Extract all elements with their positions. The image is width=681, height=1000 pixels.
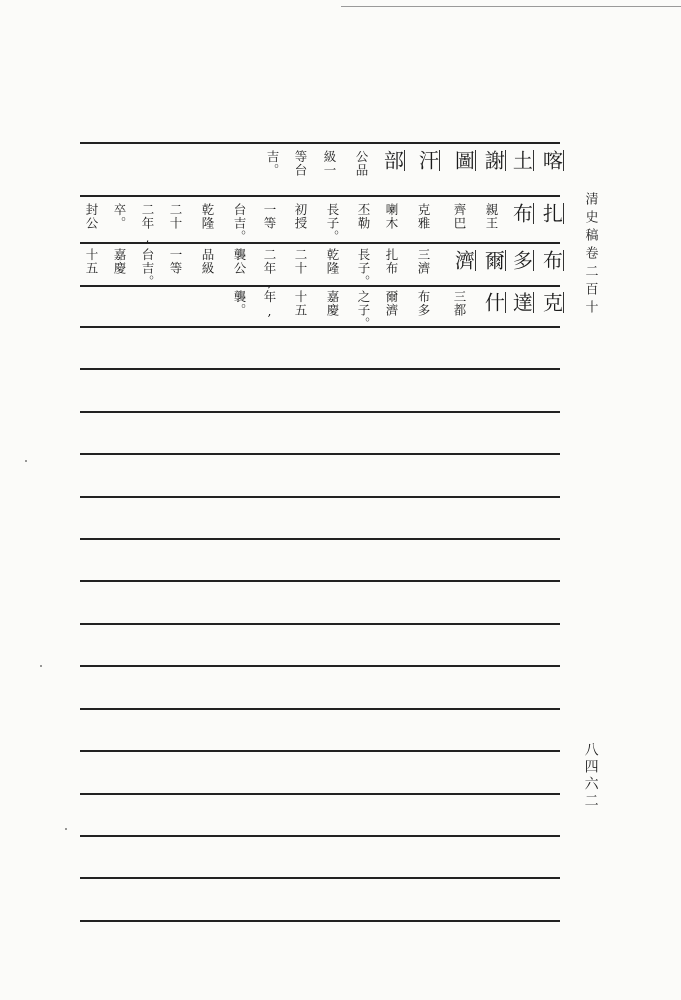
table-rule bbox=[80, 708, 560, 710]
cell-text: 一等 bbox=[168, 248, 183, 275]
table-rule bbox=[80, 920, 560, 922]
cell-text: 封公 bbox=[84, 203, 99, 230]
heading-char: 圖 bbox=[451, 150, 476, 171]
name-char: 爾 bbox=[481, 250, 506, 271]
cell-text: 三濟 bbox=[416, 248, 431, 275]
table-rule bbox=[80, 538, 560, 540]
heading-char: 謝 bbox=[481, 150, 506, 171]
cell-text: 丕勒 bbox=[356, 203, 371, 230]
running-title: 清史稿卷二百十 bbox=[582, 192, 598, 318]
page-number: 八四六二 bbox=[582, 742, 599, 810]
heading-char: 部 bbox=[380, 150, 405, 171]
cell-text: 喇木 bbox=[384, 203, 399, 230]
heading-note: 級一 bbox=[322, 150, 337, 177]
heading-char: 喀 bbox=[539, 150, 564, 171]
name-char: 多 bbox=[509, 250, 534, 271]
name-char: 濟 bbox=[451, 250, 476, 271]
cell-text: 初授 bbox=[293, 203, 308, 230]
cell-text: 齊巴 bbox=[452, 203, 467, 230]
cell-text: 襲公 bbox=[232, 248, 247, 275]
heading-note: 等台 bbox=[293, 150, 308, 177]
cell-text: 爾濟 bbox=[384, 290, 399, 317]
cell-text: 乾隆 bbox=[325, 248, 340, 275]
cell-text: 親王 bbox=[484, 203, 499, 230]
cell-text: 十五 bbox=[293, 290, 308, 317]
cell-text: 台吉。 bbox=[140, 248, 155, 289]
name-char: 什 bbox=[481, 292, 506, 313]
cell-text: 二十 bbox=[293, 248, 308, 275]
heading-char: 汗 bbox=[415, 150, 440, 171]
table-rule bbox=[80, 835, 560, 837]
table-rule bbox=[80, 142, 560, 144]
cell-text: 二年, bbox=[140, 203, 155, 246]
cell-text: 二年, bbox=[262, 248, 277, 291]
table-rule bbox=[80, 326, 560, 328]
top-rule bbox=[341, 6, 681, 7]
name-char: 布 bbox=[539, 250, 564, 271]
cell-text: 三都 bbox=[452, 290, 467, 317]
name-char: 布 bbox=[509, 203, 534, 224]
scan-speck bbox=[40, 665, 42, 667]
table-rule bbox=[80, 453, 560, 455]
scan-speck bbox=[65, 828, 67, 830]
cell-text: 年, bbox=[262, 290, 277, 320]
name-char: 達 bbox=[509, 292, 534, 313]
table-rule bbox=[80, 623, 560, 625]
cell-text: 襲。 bbox=[232, 290, 247, 317]
table-rule bbox=[80, 580, 560, 582]
table-rule bbox=[80, 877, 560, 879]
table-rule bbox=[80, 793, 560, 795]
cell-text: 品級 bbox=[200, 248, 215, 275]
cell-text: 台吉。 bbox=[232, 203, 247, 244]
cell-text: 扎布 bbox=[384, 248, 399, 275]
cell-text: 卒。 bbox=[112, 203, 127, 230]
cell-text: 一等 bbox=[262, 203, 277, 230]
table-rule bbox=[80, 665, 560, 667]
cell-text: 長子。 bbox=[325, 203, 340, 244]
cell-text: 嘉慶 bbox=[325, 290, 340, 317]
cell-text: 克雅 bbox=[416, 203, 431, 230]
heading-char: 土 bbox=[509, 150, 534, 171]
table-rule bbox=[80, 496, 560, 498]
cell-text: 之子。 bbox=[356, 290, 371, 331]
cell-text: 乾隆 bbox=[200, 203, 215, 230]
heading-note: 公品 bbox=[354, 150, 369, 177]
table-rule bbox=[80, 368, 560, 370]
name-char: 扎 bbox=[539, 203, 564, 224]
name-char: 克 bbox=[539, 292, 564, 313]
cell-text: 十五 bbox=[84, 248, 99, 275]
heading-note: 吉。 bbox=[265, 150, 280, 177]
cell-text: 二十 bbox=[168, 203, 183, 230]
cell-text: 嘉慶 bbox=[112, 248, 127, 275]
table-rule bbox=[80, 411, 560, 413]
table-rule bbox=[80, 195, 560, 197]
cell-text: 長子。 bbox=[356, 248, 371, 289]
scan-speck bbox=[25, 460, 27, 462]
table-rule bbox=[80, 750, 560, 752]
cell-text: 布多 bbox=[416, 290, 431, 317]
